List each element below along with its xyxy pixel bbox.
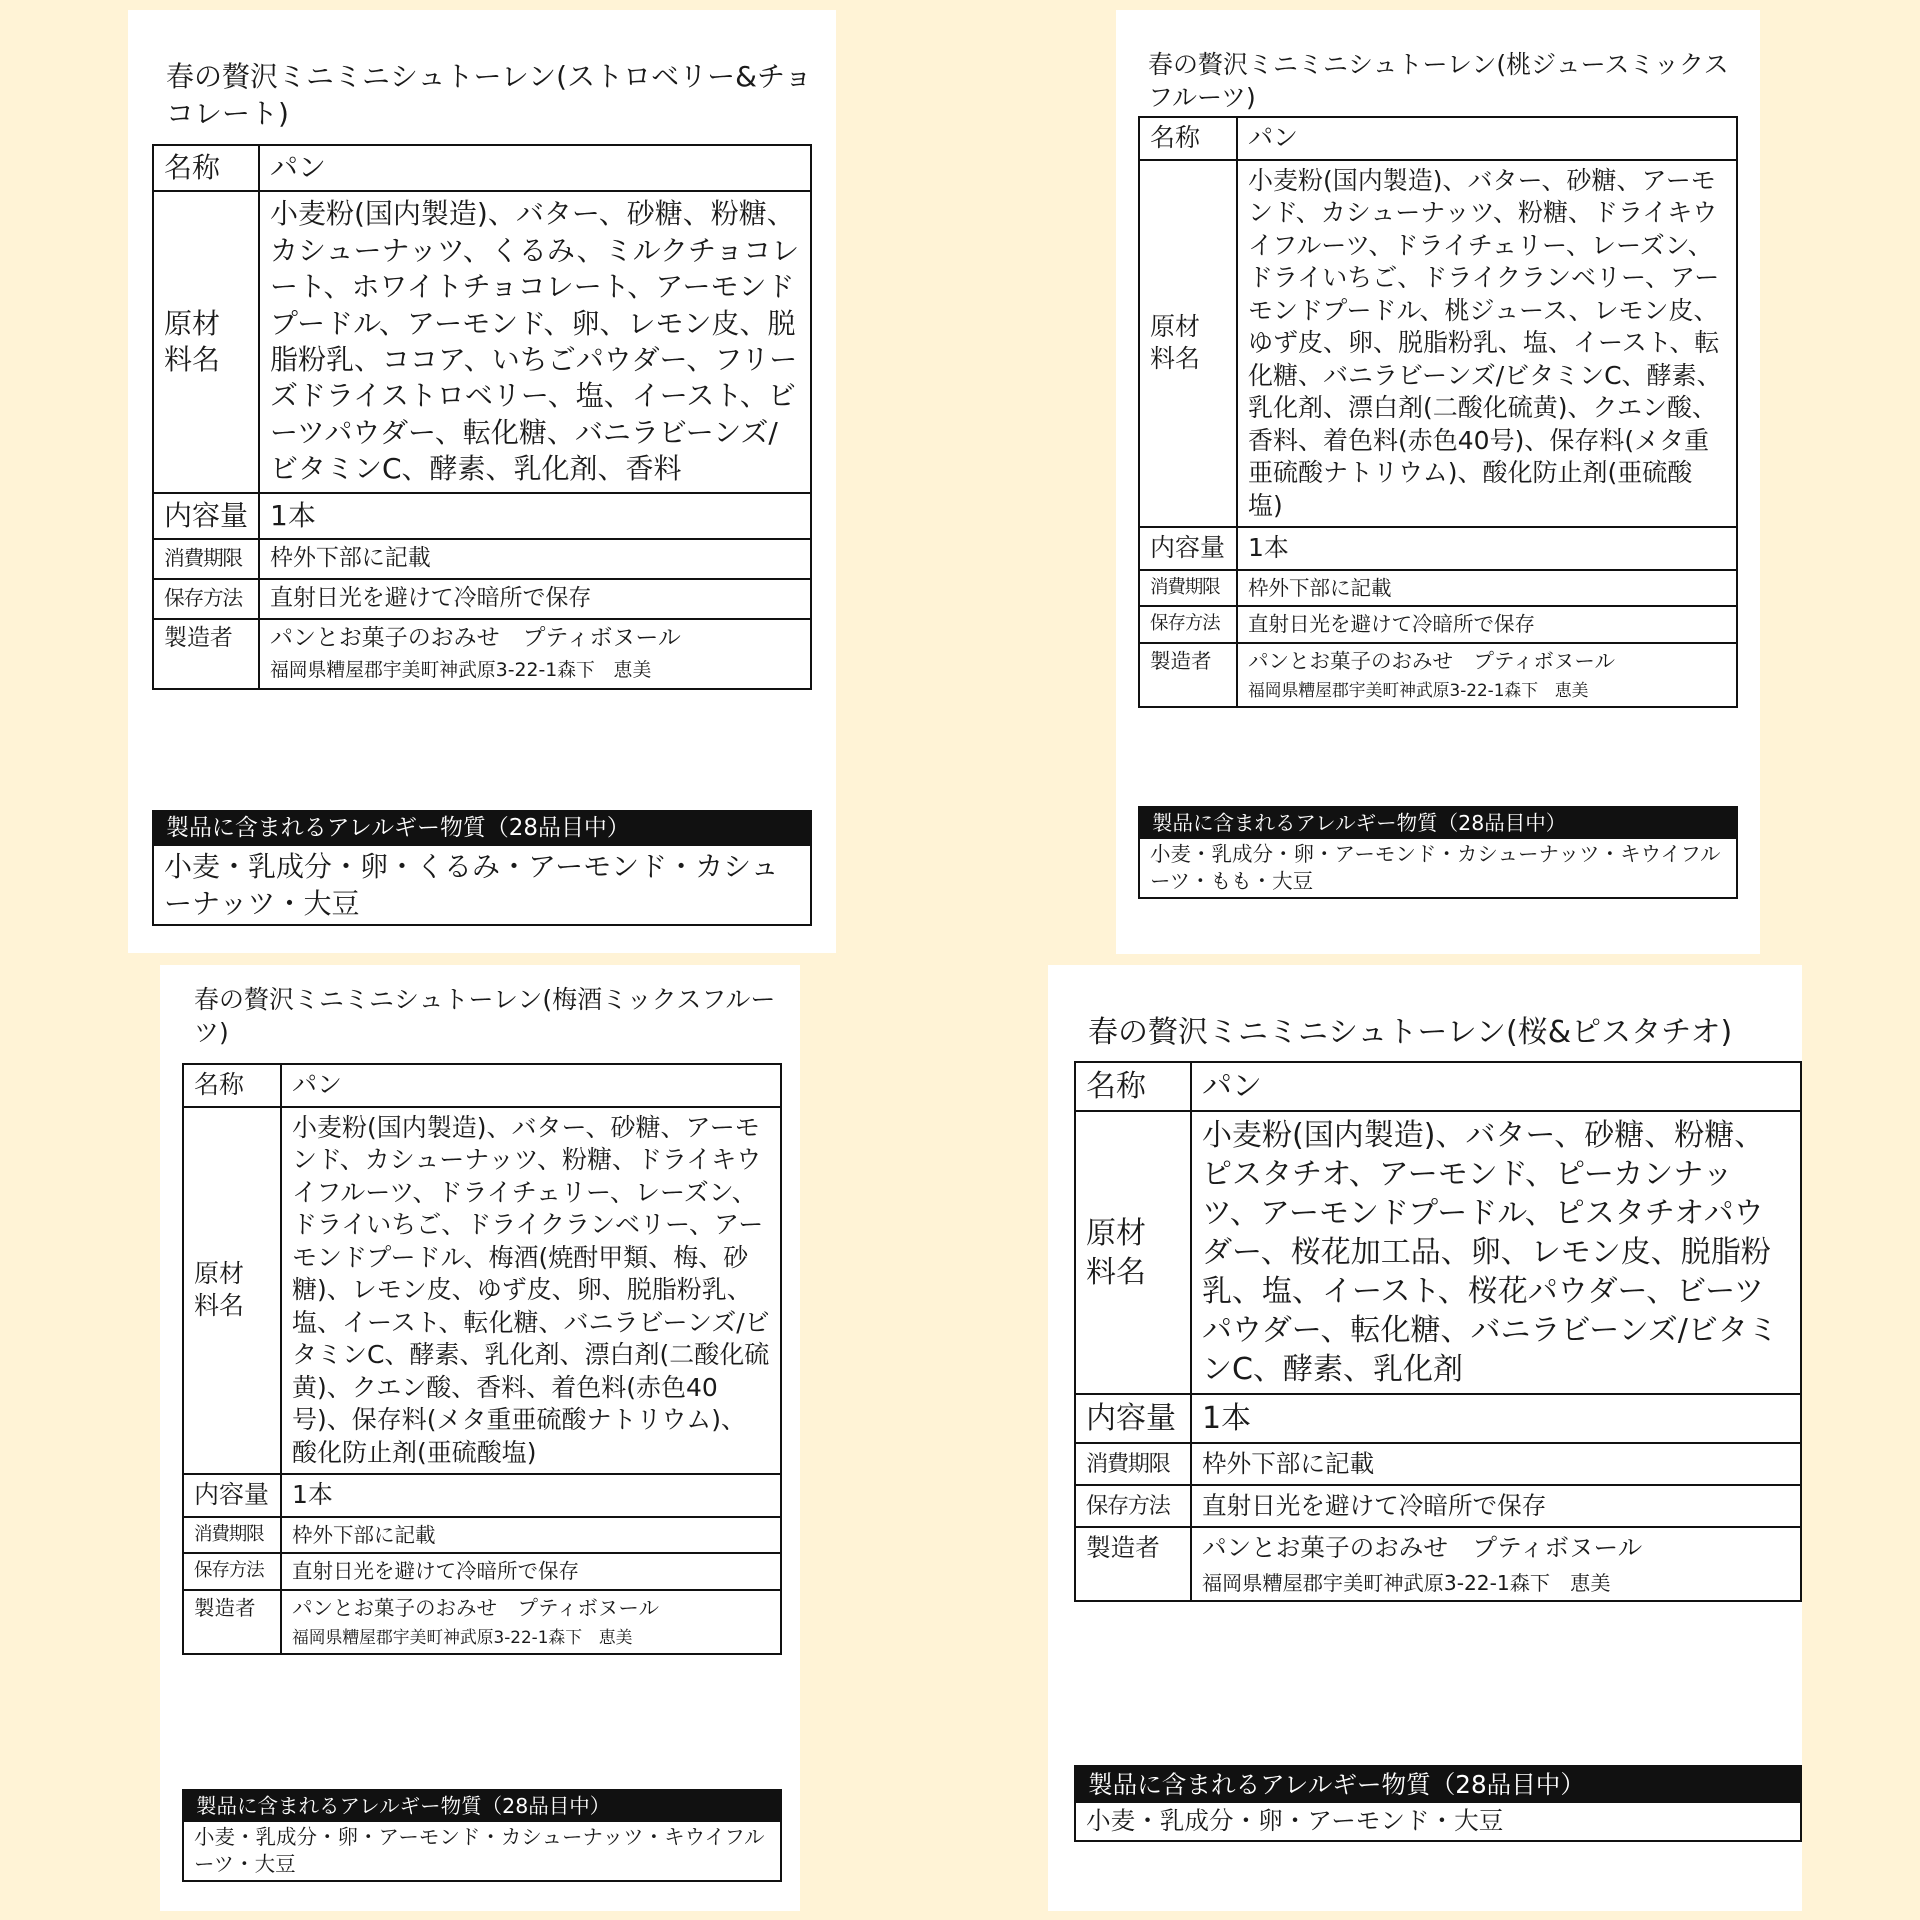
name-label: 名称 — [1139, 117, 1237, 160]
ingredients-label: 原材 料名 — [1139, 160, 1237, 528]
storage-value: 直射日光を避けて冷暗所で保存 — [1237, 606, 1737, 643]
product-info-table — [182, 1063, 782, 1655]
name-value: パン — [1237, 117, 1737, 160]
allergy-list: 小麦・乳成分・卵・アーモンド・カシューナッツ・キウイフルーツ・もも・大豆 — [1150, 841, 1721, 893]
storage-label: 保存方法 — [153, 579, 259, 619]
maker-name: パンとお菓子のおみせ プティボヌール — [270, 624, 681, 651]
label-card-umeshu-mixed-fruit — [160, 965, 800, 1911]
storage-value: 直射日光を避けて冷暗所で保存 — [259, 579, 811, 619]
table-row — [153, 579, 811, 619]
maker-address: 福岡県糟屋郡宇美町神武原3-22-1森下 恵美 — [270, 660, 652, 682]
product-info-table — [1138, 116, 1738, 708]
expiry-value: 枠外下部に記載 — [281, 1517, 781, 1554]
expiry-value: 枠外下部に記載 — [1191, 1443, 1801, 1485]
table-row — [1075, 1062, 1801, 1111]
allergy-box — [152, 810, 812, 926]
product-title: 春の贅沢ミニミニシュトーレン(桜&ピスタチオ) — [1088, 1015, 1733, 1050]
table-row — [153, 539, 811, 579]
maker-address: 福岡県糟屋郡宇美町神武原3-22-1森下 恵美 — [1202, 1570, 1611, 1595]
storage-label: 保存方法 — [183, 1553, 281, 1590]
maker-value — [281, 1590, 781, 1654]
table-row — [1075, 1485, 1801, 1527]
product-title: 春の贅沢ミニミニシュトーレン(梅酒ミックスフルーツ) — [194, 985, 776, 1048]
ingredients-label: 原材 料名 — [183, 1107, 281, 1475]
expiry-label: 消費期限 — [153, 539, 259, 579]
volume-label: 内容量 — [183, 1474, 281, 1517]
maker-name: パンとお菓子のおみせ プティボヌール — [1248, 648, 1615, 673]
storage-value: 直射日光を避けて冷暗所で保存 — [1191, 1485, 1801, 1527]
ingredients-value: 小麦粉(国内製造)、バター、砂糖、アーモンド、カシューナッツ、粉糖、ドライキウイフルーツ、ドライチェリー、レーズン、ドライいちご、ドライクランベリー、アーモンドプードル、梅酒(焼酎甲類、梅、砂糖)、レモン皮、ゆず皮、卵、脱脂粉乳、塩、イースト、転化糖、バニラビーンズ/ビタミンC、酵素、乳化剤、漂白剤(二酸化硫黄)、クエン酸、香料、着色料(赤色40号)、保存料(メタ重亜硫酸ナトリウム)、酸化防止剤(亜硫酸塩) — [281, 1107, 781, 1475]
table-row — [183, 1590, 781, 1654]
maker-label: 製造者 — [1139, 643, 1237, 707]
volume-value: 1本 — [1191, 1394, 1801, 1443]
allergy-heading: 製品に含まれるアレルギー物質（28品目中） — [1140, 808, 1736, 839]
storage-label: 保存方法 — [1075, 1485, 1191, 1527]
maker-address: 福岡県糟屋郡宇美町神武原3-22-1森下 恵美 — [292, 1627, 633, 1648]
ingredients-value: 小麦粉(国内製造)、バター、砂糖、アーモンド、カシューナッツ、粉糖、ドライキウイフルーツ、ドライチェリー、レーズン、ドライいちご、ドライクランベリー、アーモンドプードル、桃ジュース、レモン皮、ゆず皮、卵、脱脂粉乳、塩、イースト、転化糖、バニラビーンズ/ビタミンC、酵素、乳化剤、漂白剤(二酸化硫黄)、クエン酸、香料、着色料(赤色40号)、保存料(メタ重亜硫酸ナトリウム)、酸化防止剤(亜硫酸塩) — [1237, 160, 1737, 528]
name-label: 名称 — [1075, 1062, 1191, 1111]
name-value: パン — [281, 1064, 781, 1107]
allergy-box — [1074, 1765, 1802, 1842]
volume-label: 内容量 — [1139, 527, 1237, 570]
volume-value: 1本 — [1237, 527, 1737, 570]
expiry-label: 消費期限 — [1075, 1443, 1191, 1485]
table-row — [1075, 1443, 1801, 1485]
product-info-table — [1074, 1061, 1802, 1602]
table-row — [153, 145, 811, 191]
volume-value: 1本 — [259, 493, 811, 539]
table-row — [1139, 570, 1737, 607]
table-row — [183, 1107, 781, 1475]
maker-label: 製造者 — [183, 1590, 281, 1654]
allergy-list: 小麦・乳成分・卵・アーモンド・大豆 — [1086, 1805, 1504, 1835]
allergy-heading: 製品に含まれるアレルギー物質（28品目中） — [154, 812, 810, 846]
table-row — [1139, 117, 1737, 160]
table-row — [183, 1474, 781, 1517]
name-label: 名称 — [153, 145, 259, 191]
label-card-sakura-pistachio — [1048, 965, 1802, 1911]
table-row — [1139, 160, 1737, 528]
allergy-heading: 製品に含まれるアレルギー物質（28品目中） — [184, 1791, 780, 1822]
table-row — [183, 1517, 781, 1554]
product-title: 春の贅沢ミニミニシュトーレン(桃ジュースミックスフルーツ) — [1148, 50, 1729, 113]
maker-label: 製造者 — [1075, 1527, 1191, 1601]
table-row — [183, 1553, 781, 1590]
table-row — [1075, 1527, 1801, 1601]
product-title: 春の贅沢ミニミニシュトーレン(ストロベリー&チョコレート) — [166, 60, 813, 131]
ingredients-label: 原材 料名 — [1075, 1111, 1191, 1394]
table-row — [153, 493, 811, 539]
table-row — [1139, 643, 1737, 707]
allergy-list: 小麦・乳成分・卵・くるみ・アーモンド・カシューナッツ・大豆 — [164, 849, 779, 921]
table-row — [1075, 1111, 1801, 1394]
allergy-box — [1138, 806, 1738, 899]
maker-name: パンとお菓子のおみせ プティボヌール — [1202, 1532, 1643, 1562]
volume-label: 内容量 — [153, 493, 259, 539]
ingredients-label: 原材 料名 — [153, 191, 259, 492]
label-card-peach-mixed-fruit — [1116, 10, 1760, 954]
table-row — [1139, 527, 1737, 570]
label-card-strawberry-chocolate — [128, 10, 836, 953]
allergy-heading: 製品に含まれるアレルギー物質（28品目中） — [1076, 1767, 1800, 1803]
table-row — [153, 619, 811, 689]
storage-value: 直射日光を避けて冷暗所で保存 — [281, 1553, 781, 1590]
table-row — [1075, 1394, 1801, 1443]
table-row — [153, 191, 811, 492]
allergy-list: 小麦・乳成分・卵・アーモンド・カシューナッツ・キウイフルーツ・大豆 — [194, 1824, 765, 1876]
maker-name: パンとお菓子のおみせ プティボヌール — [292, 1595, 659, 1620]
expiry-label: 消費期限 — [183, 1517, 281, 1554]
maker-value — [1237, 643, 1737, 707]
expiry-label: 消費期限 — [1139, 570, 1237, 607]
name-value: パン — [259, 145, 811, 191]
name-label: 名称 — [183, 1064, 281, 1107]
ingredients-value: 小麦粉(国内製造)、バター、砂糖、粉糖、カシューナッツ、くるみ、ミルクチョコレート、ホワイトチョコレート、アーモンドプードル、アーモンド、卵、レモン皮、脱脂粉乳、ココア、いちごパウダー、フリーズドライストロベリー、塩、イースト、ビーツパウダー、転化糖、バニラビーンズ/ビタミンC、酵素、乳化剤、香料 — [259, 191, 811, 492]
ingredients-value: 小麦粉(国内製造)、バター、砂糖、粉糖、ピスタチオ、アーモンド、ピーカンナッツ、アーモンドプードル、ピスタチオパウダー、桜花加工品、卵、レモン皮、脱脂粉乳、塩、イースト、桜花パウダー、ビーツパウダー、転化糖、バニラビーンズ/ビタミンC、酵素、乳化剤 — [1191, 1111, 1801, 1394]
table-row — [1139, 606, 1737, 643]
volume-label: 内容量 — [1075, 1394, 1191, 1443]
maker-value — [259, 619, 811, 689]
volume-value: 1本 — [281, 1474, 781, 1517]
product-info-table — [152, 144, 812, 690]
expiry-value: 枠外下部に記載 — [259, 539, 811, 579]
name-value: パン — [1191, 1062, 1801, 1111]
storage-label: 保存方法 — [1139, 606, 1237, 643]
expiry-value: 枠外下部に記載 — [1237, 570, 1737, 607]
table-row — [183, 1064, 781, 1107]
maker-value — [1191, 1527, 1801, 1601]
maker-address: 福岡県糟屋郡宇美町神武原3-22-1森下 恵美 — [1248, 680, 1589, 701]
maker-label: 製造者 — [153, 619, 259, 689]
allergy-box — [182, 1789, 782, 1882]
